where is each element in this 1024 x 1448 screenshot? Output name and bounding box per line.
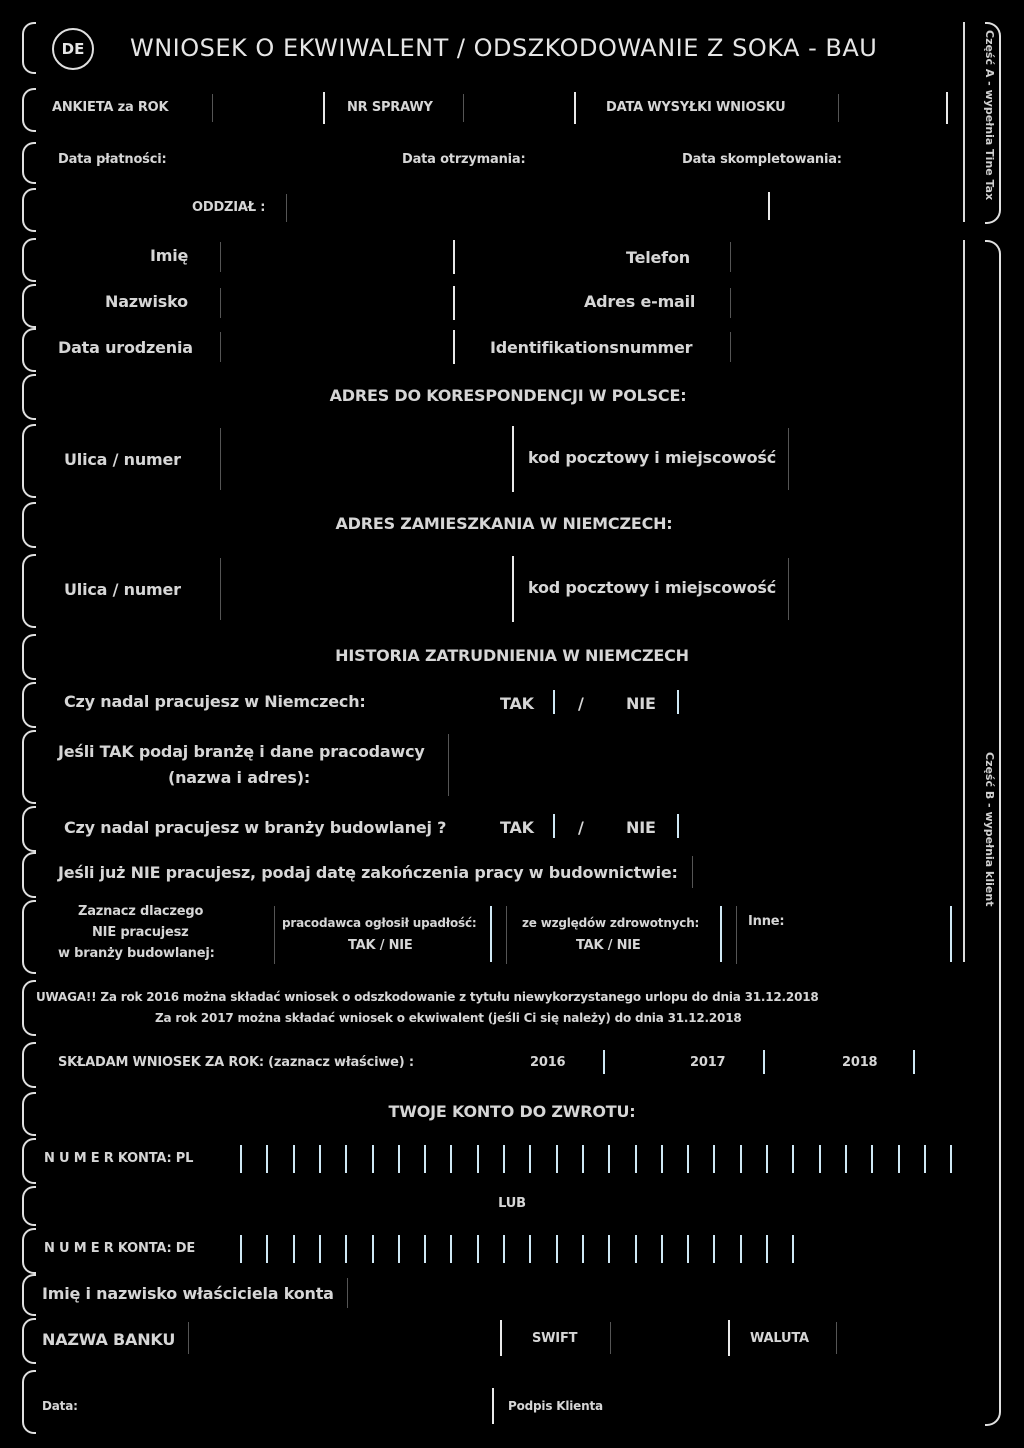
case-number-label: NR SPRAWY — [347, 100, 433, 115]
row-bracket — [22, 1186, 36, 1226]
date-field[interactable] — [492, 1388, 494, 1424]
account-digit-box[interactable] — [529, 1235, 531, 1263]
birth-date-field[interactable] — [453, 330, 455, 364]
sent-date-label: DATA WYSYŁKI WNIOSKU — [606, 100, 786, 115]
payment-date-label: Data płatności: — [58, 152, 167, 167]
address-pl-postal-field[interactable] — [788, 428, 789, 490]
account-digit-box[interactable] — [372, 1145, 374, 1173]
email-label: Adres e-mail — [584, 292, 696, 311]
row-bracket — [22, 88, 36, 132]
reason-bankruptcy-label: pracodawca ogłosił upadłość: — [282, 916, 477, 930]
row-bracket — [22, 284, 36, 328]
row-bracket — [22, 502, 36, 548]
phone-field[interactable] — [730, 242, 731, 272]
account-digit-box[interactable] — [293, 1235, 295, 1263]
row-bracket — [22, 142, 36, 184]
years-label: SKŁADAM WNIOSEK ZA ROK: (zaznacz właściwe) : — [58, 1055, 414, 1070]
address-pl-postal-label: kod pocztowy i miejscowość — [528, 448, 777, 467]
account-digit-box[interactable] — [687, 1235, 689, 1263]
account-digit-box[interactable] — [345, 1235, 347, 1263]
part-b-label: Część B - wypełnia klient — [983, 752, 996, 907]
account-digit-box[interactable] — [687, 1145, 689, 1173]
account-digit-box[interactable] — [871, 1145, 873, 1173]
account-digit-box[interactable] — [950, 1145, 952, 1173]
account-digit-box[interactable] — [792, 1235, 794, 1263]
row-bracket — [22, 554, 36, 628]
row-bracket — [22, 424, 36, 498]
q1-no-option[interactable]: NIE — [626, 694, 656, 713]
account-digit-box[interactable] — [661, 1235, 663, 1263]
account-digit-box[interactable] — [924, 1145, 926, 1173]
account-digit-box[interactable] — [424, 1235, 426, 1263]
reason-bankruptcy-yes-no[interactable]: TAK / NIE — [348, 938, 413, 953]
row-bracket — [22, 1138, 36, 1184]
account-digit-box[interactable] — [477, 1145, 479, 1173]
form-title: WNIOSEK O EKWIWALENT / ODSZKODOWANIE Z SOKA - BAU — [130, 34, 878, 62]
id-number-field[interactable] — [730, 332, 731, 362]
company-logo: DE — [52, 28, 94, 70]
employment-title: HISTORIA ZATRUDNIENIA W NIEMCZECH — [335, 646, 689, 665]
account-digit-box[interactable] — [898, 1145, 900, 1173]
id-number-label: Identifikationsnummer — [490, 338, 693, 357]
q3-slash: / — [578, 818, 584, 837]
bank-name-label: NAZWA BANKU — [42, 1330, 176, 1349]
date-label: Data: — [42, 1399, 78, 1413]
q1-yes-option[interactable]: TAK — [500, 694, 534, 713]
account-digit-box[interactable] — [819, 1145, 821, 1173]
row-bracket — [22, 980, 36, 1036]
row-bracket — [22, 1042, 36, 1088]
row-bracket — [22, 900, 36, 974]
account-digit-box[interactable] — [713, 1235, 715, 1263]
account-digit-box[interactable] — [713, 1145, 715, 1173]
reason-other-label: Inne: — [748, 914, 785, 929]
birth-date-label: Data urodzenia — [58, 338, 193, 357]
q3-yes-option[interactable]: TAK — [500, 818, 534, 837]
row-bracket — [22, 852, 36, 898]
part-a-label: Część A - wypełnia Tine Tax — [983, 30, 996, 201]
address-de-street-label: Ulica / numer — [64, 580, 181, 599]
row-bracket — [22, 374, 36, 420]
account-digit-box[interactable] — [398, 1145, 400, 1173]
branch-label: ODDZIAŁ : — [192, 200, 266, 215]
row-bracket — [22, 238, 36, 282]
account-digit-box[interactable] — [240, 1145, 242, 1173]
notice-line2: Za rok 2017 można składać wniosek o ekwiwalent (jeśli Ci się należy) do dnia 31.12.2018 — [155, 1011, 742, 1025]
account-digit-box[interactable] — [293, 1145, 295, 1173]
account-digit-box[interactable] — [319, 1235, 321, 1263]
address-de-postal-label: kod pocztowy i miejscowość — [528, 578, 777, 597]
completed-date-label: Data skompletowania: — [682, 152, 842, 167]
account-digit-box[interactable] — [450, 1145, 452, 1173]
row-bracket — [22, 1228, 36, 1274]
address-pl-title: ADRES DO KORESPONDENCJI W POLSCE: — [329, 386, 687, 405]
survey-year-label: ANKIETA za ROK — [52, 100, 169, 115]
address-pl-street-field[interactable] — [512, 426, 514, 492]
q-end-date-construction: Jeśli już NIE pracujesz, podaj datę zakończenia pracy w budownictwie: — [58, 863, 678, 882]
email-field[interactable] — [730, 288, 731, 318]
row-bracket — [22, 682, 36, 728]
account-digit-box[interactable] — [556, 1145, 558, 1173]
reason-label-line3: w branży budowlanej: — [58, 946, 215, 961]
row-bracket — [22, 1318, 36, 1364]
currency-label: WALUTA — [750, 1331, 809, 1346]
account-digit-box[interactable] — [766, 1145, 768, 1173]
row-bracket — [22, 328, 36, 372]
account-digit-box[interactable] — [608, 1145, 610, 1173]
first-name-field[interactable] — [453, 240, 455, 274]
employer-details-field[interactable] — [448, 734, 449, 796]
account-digit-box[interactable] — [792, 1145, 794, 1173]
part-a-divider — [963, 22, 965, 222]
address-de-postal-field[interactable] — [788, 558, 789, 620]
q-still-working-construction: Czy nadal pracujesz w branży budowlanej ? — [64, 818, 447, 837]
account-digit-box[interactable] — [503, 1235, 505, 1263]
year-2017-option[interactable]: 2017 — [690, 1055, 726, 1070]
reason-other-field[interactable] — [950, 906, 952, 962]
address-de-street-field[interactable] — [512, 556, 514, 622]
account-owner-label: Imię i nazwisko właściciela konta — [42, 1284, 334, 1303]
currency-field[interactable] — [836, 1322, 837, 1354]
notice-line1: UWAGA!! Za rok 2016 można składać wniosek o odszkodowanie z tytułu niewykorzystanego urlopu do dnia 31.12.2018 — [36, 990, 819, 1004]
q-employer-details-line1: Jeśli TAK podaj branżę i dane pracodawcy — [58, 742, 425, 761]
end-date-field[interactable] — [692, 856, 693, 888]
account-digit-box[interactable] — [556, 1235, 558, 1263]
row-bracket — [22, 22, 36, 74]
account-owner-field[interactable] — [347, 1278, 348, 1308]
row-bracket — [22, 806, 36, 852]
account-digit-box[interactable] — [424, 1145, 426, 1173]
account-digit-box[interactable] — [635, 1145, 637, 1173]
reason-label-line2: NIE pracujesz — [92, 925, 189, 940]
account-digit-box[interactable] — [582, 1235, 584, 1263]
account-title: TWOJE KONTO DO ZWROTU: — [388, 1102, 636, 1121]
q3-no-option[interactable]: NIE — [626, 818, 656, 837]
year-2018-option[interactable]: 2018 — [842, 1055, 878, 1070]
last-name-field[interactable] — [453, 286, 455, 320]
account-pl-label: N U M E R KONTA: PL — [44, 1151, 194, 1166]
address-de-title: ADRES ZAMIESZKANIA W NIEMCZECH: — [335, 514, 673, 533]
reason-health-yes-no[interactable]: TAK / NIE — [576, 938, 641, 953]
account-digit-box[interactable] — [608, 1235, 610, 1263]
account-digit-box[interactable] — [635, 1235, 637, 1263]
q-employer-details-line2: (nazwa i adres): — [168, 768, 311, 787]
row-bracket — [22, 1092, 36, 1136]
row-bracket — [22, 730, 36, 804]
address-pl-street-label: Ulica / numer — [64, 450, 181, 469]
row-bracket — [22, 1370, 36, 1434]
branch-field[interactable] — [286, 194, 287, 222]
reason-health-label: ze względów zdrowotnych: — [522, 916, 700, 930]
account-digit-box[interactable] — [240, 1235, 242, 1263]
account-digit-box[interactable] — [450, 1235, 452, 1263]
account-de-label: N U M E R KONTA: DE — [44, 1241, 196, 1256]
signature-label: Podpis Klienta — [508, 1399, 603, 1413]
account-digit-box[interactable] — [740, 1145, 742, 1173]
account-digit-box[interactable] — [372, 1235, 374, 1263]
account-digit-box[interactable] — [266, 1145, 268, 1173]
q1-slash: / — [578, 694, 584, 713]
row-bracket — [22, 188, 36, 232]
account-digit-box[interactable] — [319, 1145, 321, 1173]
account-digit-box[interactable] — [503, 1145, 505, 1173]
swift-label: SWIFT — [532, 1331, 578, 1346]
account-digit-box[interactable] — [266, 1235, 268, 1263]
account-digit-box[interactable] — [661, 1145, 663, 1173]
account-digit-box[interactable] — [529, 1145, 531, 1173]
reason-label-line1: Zaznacz dlaczego — [78, 904, 204, 919]
received-date-label: Data otrzymania: — [402, 152, 526, 167]
q-still-working-germany: Czy nadal pracujesz w Niemczech: — [64, 692, 366, 711]
or-separator: LUB — [498, 1196, 526, 1211]
swift-field[interactable] — [728, 1320, 730, 1356]
account-digit-box[interactable] — [740, 1235, 742, 1263]
year-2016-option[interactable]: 2016 — [530, 1055, 566, 1070]
phone-label: Telefon — [626, 248, 690, 267]
row-bracket — [22, 1274, 36, 1316]
account-digit-box[interactable] — [398, 1235, 400, 1263]
bank-name-field[interactable] — [500, 1320, 502, 1356]
account-digit-box[interactable] — [766, 1235, 768, 1263]
last-name-label: Nazwisko — [105, 292, 188, 311]
account-digit-box[interactable] — [845, 1145, 847, 1173]
first-name-label: Imię — [150, 246, 189, 265]
row-bracket — [22, 634, 36, 680]
account-digit-box[interactable] — [582, 1145, 584, 1173]
account-digit-box[interactable] — [477, 1235, 479, 1263]
part-b-divider — [963, 240, 965, 962]
account-digit-box[interactable] — [345, 1145, 347, 1173]
